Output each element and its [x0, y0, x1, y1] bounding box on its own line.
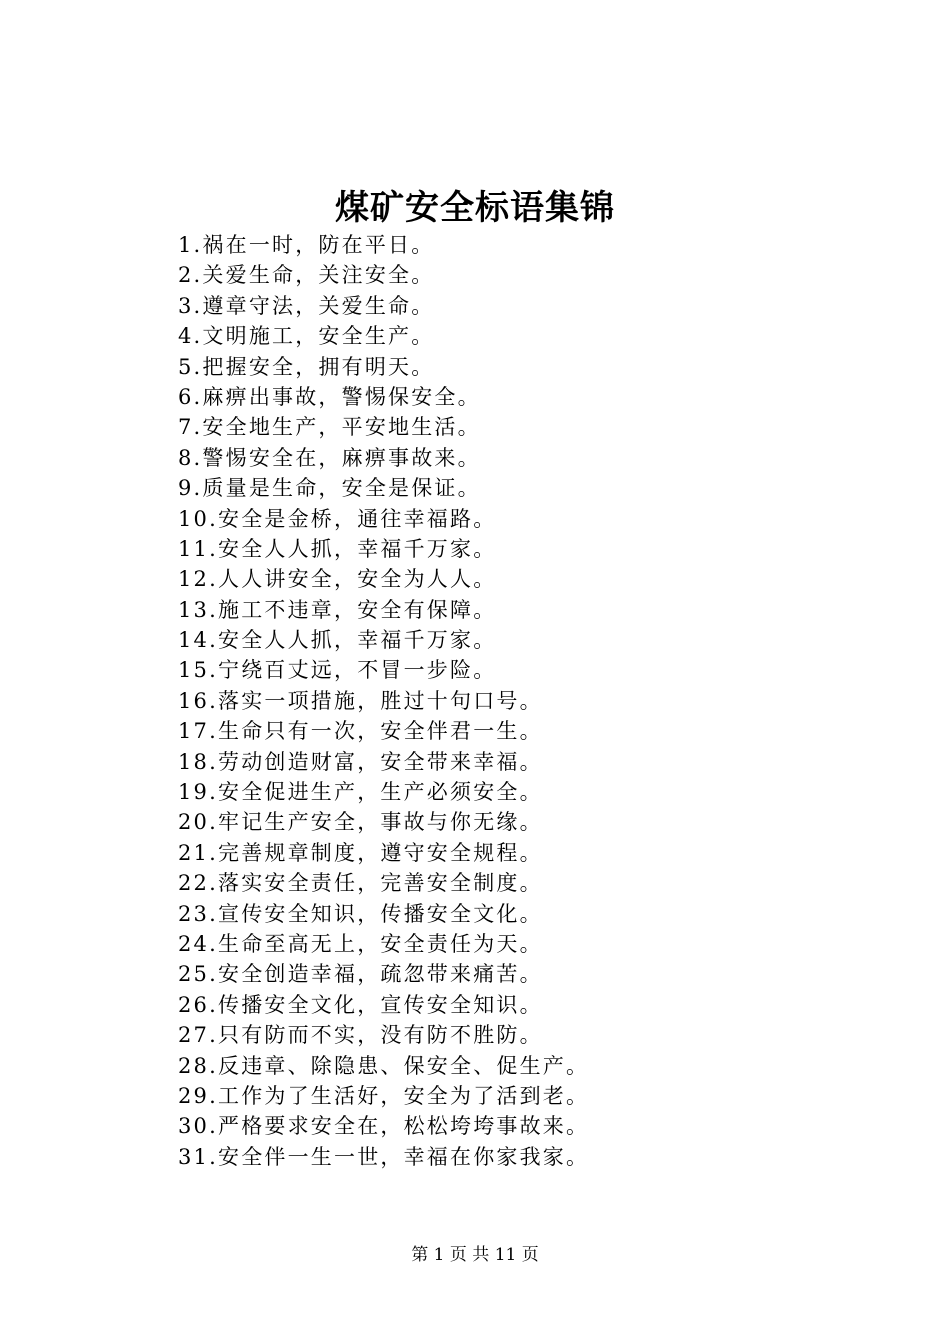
list-item: 16.落实一项措施，胜过十句口号。 [178, 688, 543, 713]
list-item: 9.质量是生命，安全是保证。 [178, 476, 481, 501]
list-item: 26.传播安全文化，宣传安全知识。 [178, 992, 543, 1017]
list-item: 1.祸在一时，防在平日。 [178, 233, 435, 257]
list-item: 4.文明施工，安全生产。 [178, 324, 435, 349]
list-item: 18.劳动创造财富，安全带来幸福。 [178, 749, 543, 774]
list-item: 5.把握安全，拥有明天。 [178, 354, 435, 379]
list-item: 19.安全促进生产，生产必须安全。 [178, 780, 543, 805]
list-item: 3.遵章守法，关爱生命。 [178, 293, 435, 318]
list-item: 27.只有防而不实，没有防不胜防。 [178, 1023, 543, 1048]
page-footer: 第 1 页 共 11 页 [411, 1245, 539, 1265]
list-item: 21.完善规章制度，遵守安全规程。 [178, 840, 543, 865]
list-item: 25.安全创造幸福，疏忽带来痛苦。 [178, 962, 543, 987]
list-item: 11.安全人人抓，幸福千万家。 [178, 536, 497, 561]
list-item: 28.反违章、除隐患、保安全、促生产。 [178, 1053, 590, 1078]
list-item: 13.施工不违章，安全有保障。 [178, 597, 497, 622]
list-item: 30.严格要求安全在，松松垮垮事故来。 [178, 1114, 590, 1139]
list-item: 8.警惕安全在，麻痹事故来。 [178, 445, 481, 470]
list-item: 10.安全是金桥，通往幸福路。 [178, 506, 497, 531]
list-item: 12.人人讲安全，安全为人人。 [178, 567, 497, 592]
list-item: 23.宣传安全知识，传播安全文化。 [178, 901, 543, 926]
list-item: 17.生命只有一次，安全伴君一生。 [178, 719, 543, 744]
list-item: 20.牢记生产安全，事故与你无缘。 [178, 810, 543, 835]
list-item: 24.生命至高无上，安全责任为天。 [178, 931, 543, 956]
list-item: 6.麻痹出事故，警惕保安全。 [178, 384, 481, 409]
list-item: 14.安全人人抓，幸福千万家。 [178, 628, 497, 653]
page-title: 煤矿安全标语集锦 [335, 188, 615, 228]
list-item: 2.关爱生命，关注安全。 [178, 263, 435, 288]
list-item: 29.工作为了生活好，安全为了活到老。 [178, 1083, 590, 1108]
list-item: 31.安全伴一生一世，幸福在你家我家。 [178, 1144, 590, 1169]
list-item: 15.宁绕百丈远，不冒一步险。 [178, 658, 497, 683]
list-item: 7.安全地生产，平安地生活。 [178, 415, 481, 440]
slogan-list [178, 230, 589, 1172]
list-item: 22.落实安全责任，完善安全制度。 [178, 871, 543, 896]
